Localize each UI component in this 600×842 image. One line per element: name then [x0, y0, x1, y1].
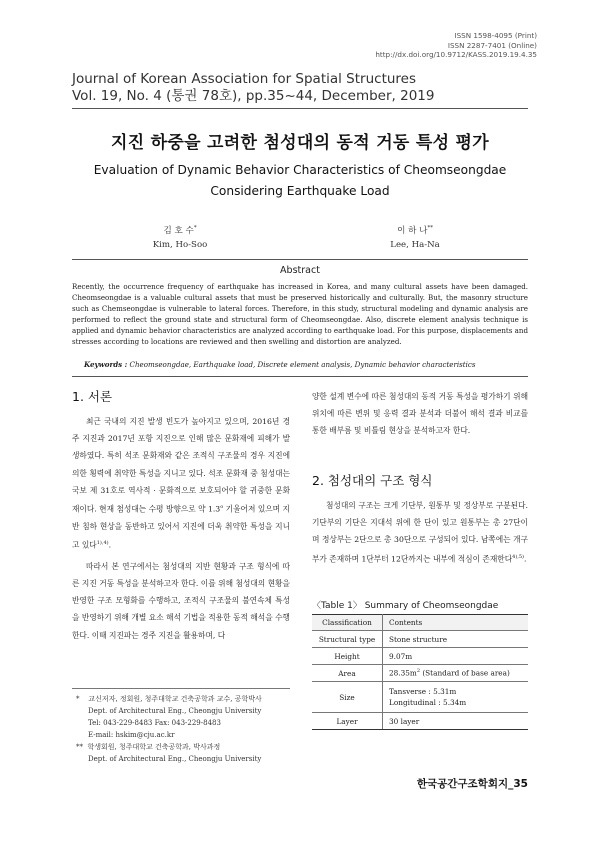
- section-2-citation: 4),5): [512, 553, 524, 560]
- row-label: Area: [312, 665, 383, 682]
- title-english-line2: Considering Earthquake Load: [210, 184, 390, 198]
- table-header-classification: Classification: [312, 615, 383, 631]
- table-1-caption: 〈Table 1〉 Summary of Cheomseongdae: [312, 601, 499, 611]
- section-2-paragraph: [312, 497, 528, 567]
- keywords-label: Keywords :: [84, 360, 128, 369]
- issn-print: ISSN 1598-4095 (Print): [454, 31, 537, 40]
- row-value: [383, 665, 529, 682]
- row-value: Stone structure: [383, 631, 529, 648]
- author-1-mark: *: [193, 225, 197, 231]
- row-label: Layer: [312, 713, 383, 730]
- author-2: [355, 221, 475, 252]
- footnote-line-4[interactable]: E-mail: hskim@cju.ac.kr: [88, 731, 175, 740]
- footnote-rule: [72, 688, 290, 689]
- table-1: [312, 614, 528, 730]
- table-row: [312, 648, 528, 665]
- area-note: (Standard of base area): [420, 668, 510, 678]
- row-value: 9.07m: [383, 648, 529, 665]
- author-1: [120, 221, 240, 252]
- author-2-en: Lee, Ha-Na: [390, 239, 440, 250]
- row-value: 30 layer: [383, 713, 529, 730]
- footnote-line-2: Dept. of Architectural Eng., Cheongju University: [88, 707, 262, 716]
- section-1-body: [72, 413, 290, 644]
- footnote-line-5: 학생회원, 청주대학교 건축공학과, 박사과정: [87, 743, 221, 752]
- table-header-contents: Contents: [383, 615, 529, 631]
- section-2-text: 첨성대의 구조는 크게 기단부, 원통부 및 정상부로 구분된다. 기단부의 기단은 지대석 위에 한 단이 있고 원통부는 총 27단이며 정상부는 2단으로 총 30단으로 구성되어 있다. 남쪽에는 개구부가 존재하며 1단부터 12단까지는 내부에 적심이 존재한다: [312, 501, 528, 564]
- footnotes: [76, 693, 262, 766]
- size-longitudinal: Longitudinal : 5.34m: [389, 698, 467, 707]
- page-footer: 한국공간구조학회지_35: [416, 778, 528, 790]
- para1-end: .: [108, 540, 112, 550]
- title-english: [0, 160, 600, 202]
- author-1-ko: 김 호 수: [163, 225, 194, 236]
- size-transverse: Tansverse : 5.31m: [389, 687, 457, 696]
- para1-part-a: 최근 국내의 지진 발생 빈도가 높아지고 있으며, 2016년 경주 지진과 2017년 포항 지진으로 인해 많은 문화재에 피해가 발생하였다. 특히 석조 문화재와 같은 조적식 구조물의 경우 지진에 의한 횡력에 취약한 특성을 지니고 있다. 석조 문화재 중 첨성대는 국보 제 31호로 역사적 · 문화적으로 보호되어야 할 귀중한 문화재이다. 현재 첨성대는 수평 방향으로 약 1.3: [72, 417, 290, 514]
- section-2-body: [312, 497, 528, 567]
- footnote-mark-2: **: [76, 743, 83, 752]
- section-2-heading: 2. 첨성대의 구조 형식: [312, 473, 433, 488]
- footnote-line-6: Dept. of Architectural Eng., Cheongju University: [88, 755, 262, 764]
- area-unit-sup: 2: [416, 668, 420, 675]
- keywords-text: Cheomseongdae, Earthquake load, Discrete element analysis, Dynamic behavior characteristics: [129, 360, 476, 369]
- row-label: Structural type: [312, 631, 383, 648]
- page-number: 35: [513, 778, 528, 790]
- section-1-heading: 1. 서론: [72, 389, 113, 404]
- degree-sign: o: [220, 504, 224, 511]
- abstract-bottom-rule: [72, 376, 528, 377]
- keywords: [84, 360, 476, 369]
- issn-block: [375, 31, 537, 60]
- area-value: 28.35m: [389, 668, 417, 678]
- citation-ref: 1),4): [96, 539, 109, 546]
- abstract-top-rule: [72, 259, 528, 260]
- row-value: [383, 682, 529, 713]
- para1-part-b: 기울어져 있으며 지반 침하 현상을 동반하고 있어서 지진에 더욱 취약한 특성을 지니고 있다: [72, 504, 290, 550]
- title-english-line1: Evaluation of Dynamic Behavior Characteristics of Cheomseongdae: [93, 163, 507, 177]
- section-1-paragraph-2-cont: 양한 설계 변수에 따른 첨성대의 동적 거동 특성을 평가하기 위해 위치에 따른 변위 및 응력 결과 분석과 더불어 해석 결과 비교를 통한 배부름 및 비틀림 현상을 분석하고자 한다.: [312, 392, 528, 436]
- table-header-row: [312, 615, 528, 631]
- author-1-en: Kim, Ho-Soo: [152, 239, 208, 250]
- footnote-line-1: 교신저자, 정회원, 청주대학교 건축공학과 교수, 공학박사: [88, 695, 262, 703]
- section-1-paragraph-2: 따라서 본 연구에서는 첨성대의 지반 현황과 구조 형식에 따른 지진 거동 특성을 분석하고자 한다. 이를 위해 첨성대의 현황을 반영한 구조 모형화를 수행하고, 조적식 구조물의 불연속체 특성을 반영하기 위해 개별 요소 해석 기법을 적용한 동적 해석을 수행한다. 이때 지진파는 경주 지진을 활용하며, 다: [72, 561, 290, 640]
- journal-name: Journal of Korean Association for Spatial Structures: [72, 71, 417, 87]
- doi-link[interactable]: http://dx.doi.org/10.9712/KASS.2019.19.4.35: [375, 50, 537, 60]
- section-1-continuation: [312, 388, 528, 440]
- footer-journal: 한국공간구조학회지: [416, 778, 509, 790]
- volume-info: Vol. 19, No. 4 (통권 78호), pp.35~44, December, 2019: [72, 88, 435, 104]
- row-label: Height: [312, 648, 383, 665]
- table-row: [312, 713, 528, 730]
- journal-header: [72, 71, 434, 105]
- section-2-end: .: [524, 554, 527, 564]
- table-row: [312, 682, 528, 713]
- header-divider: [72, 108, 528, 109]
- footnote-mark-1: *: [76, 695, 80, 703]
- footnote-line-3: Tel: 043-229-8483 Fax: 043-229-8483: [88, 719, 221, 728]
- row-label: Size: [312, 682, 383, 713]
- author-2-mark: **: [427, 225, 433, 231]
- abstract-heading: Abstract: [280, 265, 320, 276]
- author-2-ko: 이 하 나: [397, 225, 428, 236]
- table-row: [312, 631, 528, 648]
- title-korean: 지진 하중을 고려한 첨성대의 동적 거동 특성 평가: [111, 133, 489, 153]
- table-row: [312, 665, 528, 682]
- section-1-paragraph-1: [72, 413, 290, 554]
- issn-online: ISSN 2287-7401 (Online): [447, 40, 537, 50]
- abstract-text: Recently, the occurrence frequency of earthquake has increased in Korea, and many cultural assets have been damaged. Cheomseongdae is a valuable cultural assets that must be preserved historically and culturally. But, the masonry structure such as Chemseongdae is vulnerable to lateral forces. Therefore, in this study, structural modeling and dynamic analysis are performed to reflect the ground state and structural form of Cheomseongdae. Also, discrete element analysis technique is applied and dynamic behavior characteristics are analyzed according to earthquake load. For this purpose, displacements and stresses according to locations are reviewed and then swelling and distortion are analyzed.: [72, 282, 529, 346]
